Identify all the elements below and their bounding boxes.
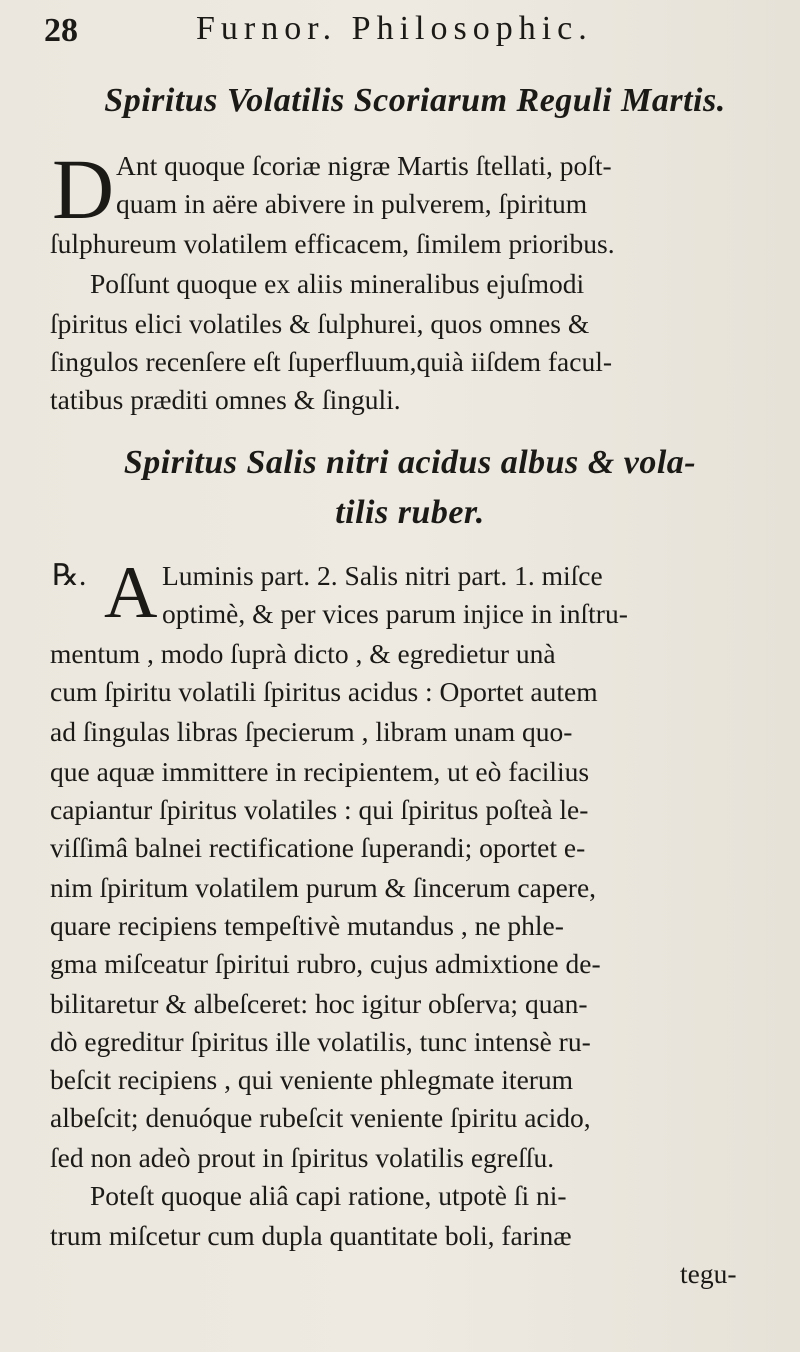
text-line: trum miſcetur cum dupla quantitate boli, farinæ	[50, 1220, 572, 1251]
recipe-sign: ℞.	[52, 559, 87, 592]
text-line: mentum , modo ſuprà dicto , & egredietur unà	[50, 638, 556, 669]
text-line: bilitaretur & albeſceret: hoc igitur obſerva; quan-	[50, 988, 588, 1019]
catchword: tegu-	[680, 1258, 737, 1289]
text-line: ſulphureum volatilem efficacem, ſimilem prioribus.	[50, 228, 615, 259]
text-line: Poteſt quoque aliâ capi ratione, utpotè ſi ni-	[90, 1180, 567, 1211]
running-header	[44, 6, 760, 54]
text-line: ſpiritus elici volatiles & ſulphurei, quos omnes &	[50, 308, 590, 339]
drop-cap-a: A	[104, 552, 158, 634]
section-heading-spiritus-salis-nitri: Spiritus Salis nitri acidus albus & vola-	[123, 444, 697, 481]
text-line: albeſcit; denuóque rubeſcit veniente ſpiritu acido,	[50, 1102, 591, 1133]
text-line: que aquæ immittere in recipientem, ut eò facilius	[50, 756, 590, 787]
text-line: cum ſpiritu volatili ſpiritus acidus : Oportet autem	[50, 676, 598, 707]
text-line: quam in aëre abivere in pulverem, ſpiritum	[116, 188, 588, 219]
text-line: Luminis part. 2. Salis nitri part. 1. miſce	[162, 560, 603, 591]
text-line: ad ſingulas libras ſpecierum , libram unam quo-	[50, 716, 573, 747]
page-number: 28	[44, 12, 78, 49]
text-line: optimè, & per vices parum injice in inſtru-	[162, 598, 628, 629]
text-line: Poſſunt quoque ex aliis mineralibus ejuſmodi	[90, 268, 585, 299]
text-line: viſſimâ balnei rectificatione ſuperandi; oportet e-	[50, 832, 586, 863]
running-title: Furnor. Philosophic.	[196, 10, 593, 47]
text-line: quare recipiens tempeſtivè mutandus , ne phle-	[50, 910, 564, 941]
text-line: gma miſceatur ſpiritui rubro, cujus admixtione de-	[50, 948, 601, 979]
text-line: beſcit recipiens , qui veniente phlegmate iterum	[50, 1064, 574, 1095]
text-line: nim ſpiritum volatilem purum & ſincerum capere,	[50, 872, 597, 903]
text-line: capiantur ſpiritus volatiles : qui ſpiritus poſteà le-	[50, 794, 589, 825]
drop-cap-d: D	[52, 141, 115, 237]
text-line: Ant quoque ſcoriæ nigræ Martis ſtellati, poſt-	[116, 150, 612, 181]
text-line: ſed non adeò prout in ſpiritus volatilis egreſſu.	[50, 1142, 555, 1173]
text-line: ſingulos recenſere eſt ſuperfluum,quià iiſdem facul-	[50, 346, 613, 377]
text-line: tatibus præditi omnes & ſinguli.	[50, 384, 401, 415]
section-heading-spiritus-volatilis: Spiritus Volatilis Scoriarum Reguli Martis.	[104, 82, 726, 119]
section-heading-continuation: tilis ruber.	[335, 494, 485, 531]
text-line: dò egreditur ſpiritus ille volatilis, tunc intensè ru-	[50, 1026, 591, 1057]
